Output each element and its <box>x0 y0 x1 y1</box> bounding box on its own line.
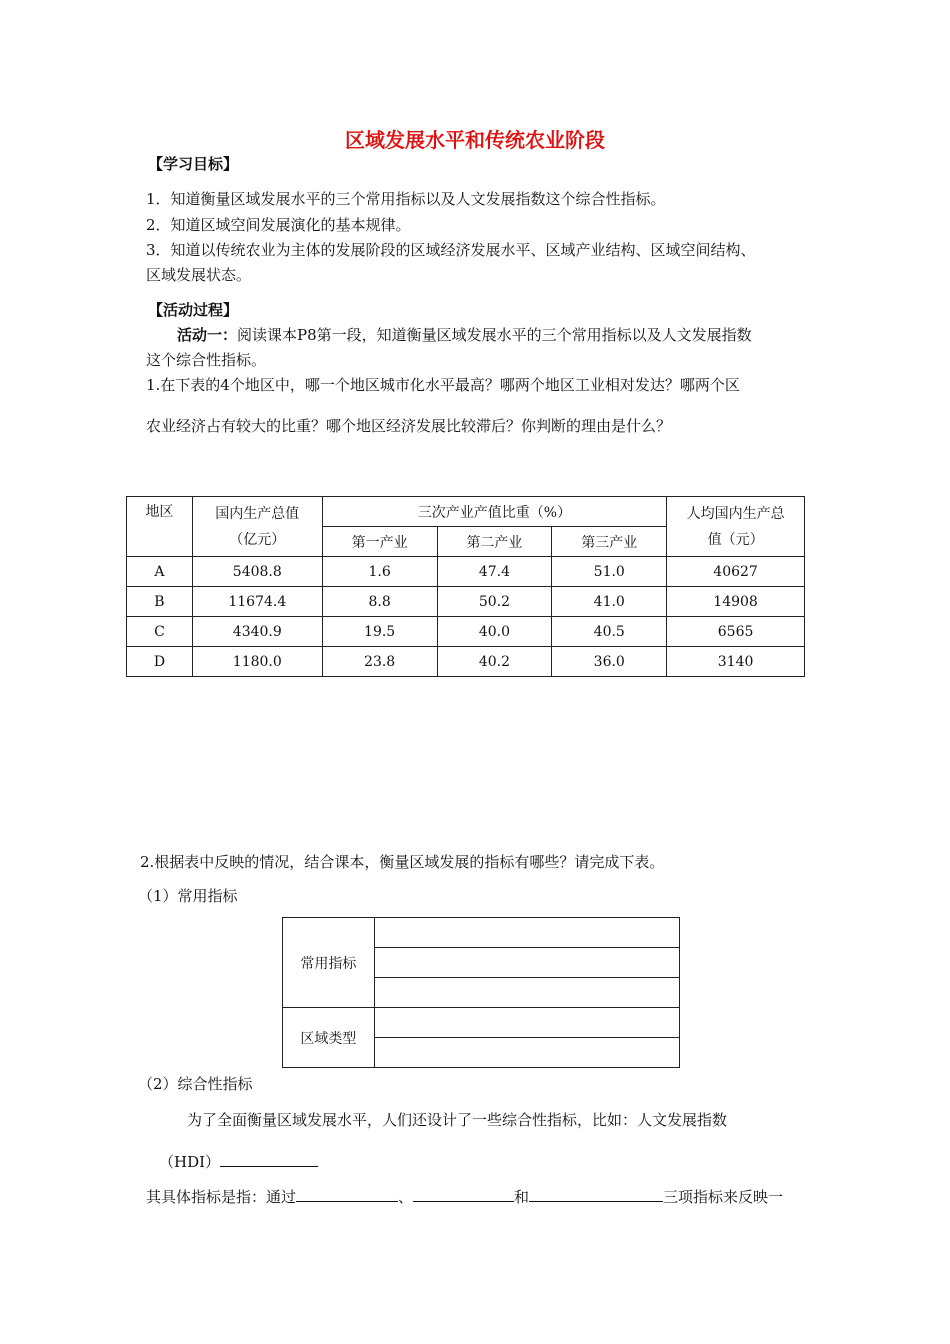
cell-primary: 23.8 <box>322 647 437 677</box>
fill-blank[interactable] <box>296 1186 398 1202</box>
header-per-capita <box>667 497 805 557</box>
blank-cell[interactable] <box>374 918 679 948</box>
header-per-capita-line-2: 值（元） <box>707 532 764 548</box>
cell-region: A <box>127 557 193 587</box>
table-row <box>127 647 805 677</box>
goal-item: 2．知道区域空间发展演化的基本规律。 <box>146 216 411 234</box>
activity-1-text: 阅读课本P8第一段，知道衡量区域发展水平的三个常用指标以及人文发展指数 <box>237 326 752 344</box>
cell-per-capita: 14908 <box>667 587 805 617</box>
cell-per-capita: 40627 <box>667 557 805 587</box>
cell-tertiary: 36.0 <box>552 647 667 677</box>
cell-tertiary: 41.0 <box>552 587 667 617</box>
question-2: 2.根据表中反映的情况，结合课本，衡量区域发展的指标有哪些？请完成下表。 <box>140 853 665 871</box>
activity-1-line <box>177 324 752 345</box>
cell-region: B <box>127 587 193 617</box>
fill-blank[interactable] <box>529 1186 663 1202</box>
label-common-indicators: 常用指标 <box>283 918 375 1008</box>
cell-primary: 19.5 <box>322 617 437 647</box>
goal-item: 1．知道衡量区域发展水平的三个常用指标以及人文发展指数这个综合性指标。 <box>146 190 666 208</box>
blank-cell[interactable] <box>374 948 679 978</box>
goal-item: 3．知道以传统农业为主体的发展阶段的区域经济发展水平、区域产业结构、区域空间结构、 <box>146 241 756 259</box>
question-1-line-2: 农业经济占有较大的比重？哪个地区经济发展比较滞后？你判断的理由是什么？ <box>146 417 672 435</box>
header-gdp-line-1: 国内生产总值 <box>215 506 300 522</box>
components-sep-2: 和 <box>514 1188 530 1206</box>
blank-cell[interactable] <box>374 978 679 1008</box>
components-prefix: 其具体指标是指：通过 <box>146 1188 297 1206</box>
hdi-paragraph: 为了全面衡量区域发展水平，人们还设计了一些综合性指标，比如：人文发展指数 <box>187 1111 728 1129</box>
header-per-capita-line-1: 人均国内生产总 <box>686 506 785 522</box>
section-heading-goals: 【学习目标】 <box>148 155 239 173</box>
subheading-common-indicators: （1）常用指标 <box>138 887 238 905</box>
cell-secondary: 40.2 <box>437 647 552 677</box>
activity-1-label: 活动一： <box>177 326 238 344</box>
cell-per-capita: 3140 <box>667 647 805 677</box>
regional-data-table <box>126 496 805 677</box>
page-title: 区域发展水平和传统农业阶段 <box>345 128 605 152</box>
fill-blank[interactable] <box>220 1151 318 1167</box>
cell-tertiary: 40.5 <box>552 617 667 647</box>
cell-primary: 1.6 <box>322 557 437 587</box>
header-tertiary: 第三产业 <box>552 527 667 557</box>
cell-tertiary: 51.0 <box>552 557 667 587</box>
activity-1-text-cont: 这个综合性指标。 <box>146 351 267 369</box>
cell-per-capita: 6565 <box>667 617 805 647</box>
cell-gdp: 1180.0 <box>192 647 322 677</box>
cell-gdp: 4340.9 <box>192 617 322 647</box>
cell-secondary: 50.2 <box>437 587 552 617</box>
header-gdp-line-2: （亿元） <box>229 532 286 548</box>
subheading-composite-indicator: （2）综合性指标 <box>138 1075 253 1093</box>
question-1-line-1: 1.在下表的4个地区中，哪一个地区城市化水平最高？哪两个地区工业相对发达？哪两个区 <box>146 376 740 394</box>
header-industry-ratio: 三次产业产值比重（%） <box>322 497 666 527</box>
table-row <box>127 587 805 617</box>
components-suffix: 三项指标来反映一 <box>663 1188 784 1206</box>
table-row <box>127 617 805 647</box>
indicator-table <box>282 917 680 1068</box>
header-primary: 第一产业 <box>322 527 437 557</box>
blank-cell[interactable] <box>374 1038 679 1068</box>
cell-secondary: 40.0 <box>437 617 552 647</box>
header-gdp <box>192 497 322 557</box>
components-sep-1: 、 <box>398 1188 414 1206</box>
table-row <box>127 557 805 587</box>
cell-primary: 8.8 <box>322 587 437 617</box>
cell-region: D <box>127 647 193 677</box>
goal-item: 区域发展状态。 <box>146 266 252 284</box>
cell-gdp: 11674.4 <box>192 587 322 617</box>
blank-cell[interactable] <box>374 1008 679 1038</box>
label-region-type: 区域类型 <box>283 1008 375 1068</box>
cell-secondary: 47.4 <box>437 557 552 587</box>
section-heading-process: 【活动过程】 <box>148 301 239 319</box>
hdi-components-line <box>146 1186 783 1207</box>
fill-blank[interactable] <box>413 1186 514 1202</box>
cell-region: C <box>127 617 193 647</box>
hdi-line <box>159 1151 318 1172</box>
cell-gdp: 5408.8 <box>192 557 322 587</box>
header-secondary: 第二产业 <box>437 527 552 557</box>
hdi-abbr: （HDI） <box>159 1153 221 1171</box>
header-region: 地区 <box>127 497 193 557</box>
